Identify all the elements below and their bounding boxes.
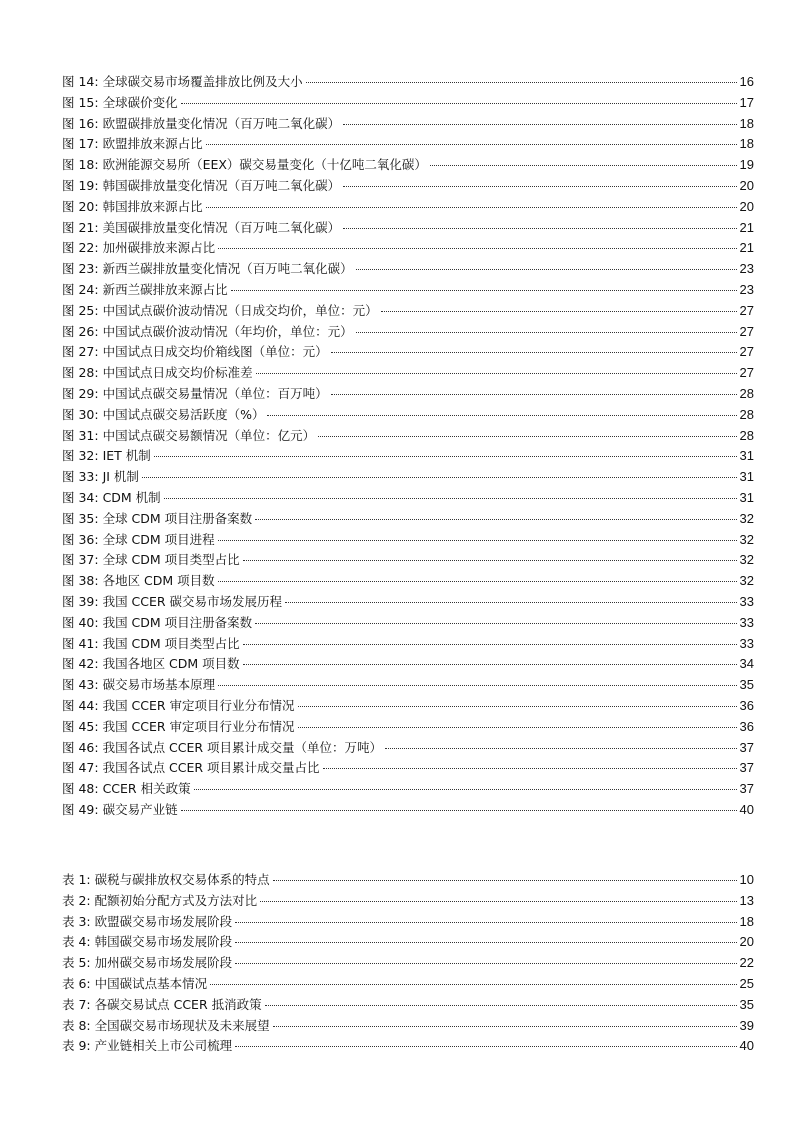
entry-page-number: 21 [739,240,754,256]
entry-page-number: 33 [739,635,754,651]
figure-entry[interactable] [62,405,754,426]
figure-entry[interactable] [62,134,754,155]
figure-entry[interactable] [62,696,754,717]
dot-leader [181,102,737,104]
entry-page-number: 13 [739,892,754,908]
entry-title: 表 3: 欧盟碳交易市场发展阶段 [62,913,233,929]
dot-leader [323,767,737,769]
entry-title: 表 4: 韩国碳交易市场发展阶段 [62,934,233,950]
entry-page-number: 28 [739,427,754,443]
dot-leader [318,435,736,437]
dot-leader [430,164,737,166]
dot-leader [343,185,736,187]
figure-entry[interactable] [62,218,754,239]
entry-page-number: 21 [739,219,754,235]
figure-entry[interactable] [62,93,754,114]
entry-title: 表 6: 中国碳试点基本情况 [62,975,208,991]
dot-leader [206,143,737,145]
entry-title: 图 24: 新西兰碳排放来源占比 [62,281,228,297]
figure-entry[interactable] [62,426,754,447]
entry-page-number: 10 [739,872,754,887]
table-entry[interactable] [62,1036,754,1057]
entry-page-number: 20 [739,934,754,950]
figure-entry[interactable] [62,280,754,301]
table-entry[interactable] [62,1016,754,1037]
entry-title: 图 21: 美国碳排放量变化情况（百万吨二氧化碳） [62,219,341,235]
entry-page-number: 22 [739,955,754,971]
entry-page-number: 33 [739,614,754,630]
entry-page-number: 20 [739,177,754,193]
dot-leader [356,331,737,333]
entry-title: 图 16: 欧盟碳排放量变化情况（百万吨二氧化碳） [62,115,341,131]
entry-page-number: 18 [739,913,754,929]
figure-entry[interactable] [62,571,754,592]
entry-title: 表 7: 各碳交易试点 CCER 抵消政策 [62,996,262,1012]
dot-leader [381,310,737,312]
entry-page-number: 18 [739,115,754,131]
entry-title: 图 42: 我国各地区 CDM 项目数 [62,656,240,672]
entry-page-number: 40 [739,801,754,817]
figure-entry[interactable] [62,675,754,696]
entry-page-number: 28 [739,406,754,422]
entry-title: 表 5: 加州碳交易市场发展阶段 [62,955,233,971]
dot-leader [235,1045,736,1047]
entry-page-number: 31 [739,469,754,485]
dot-leader [181,809,737,811]
entry-page-number: 23 [739,261,754,277]
figure-entry[interactable] [62,363,754,384]
figure-entry[interactable] [62,238,754,259]
entry-title: 图 25: 中国试点碳价波动情况（日成交均价，单位：元） [62,302,378,318]
entry-page-number: 31 [739,489,754,505]
entry-title: 图 18: 欧洲能源交易所（EEX）碳交易量变化（十亿吨二氧化碳） [62,157,427,173]
entry-page-number: 27 [739,302,754,318]
entry-page-number: 35 [739,996,754,1012]
table-entry[interactable] [62,932,754,953]
entry-title: 图 30: 中国试点碳交易活跃度（%） [62,406,265,422]
figure-entry[interactable] [62,738,754,759]
dot-leader [243,643,737,645]
dot-leader [385,747,736,749]
dot-leader [154,455,737,457]
table-list [62,870,754,1057]
dot-leader [206,206,737,208]
entry-title: 图 19: 韩国碳排放量变化情况（百万吨二氧化碳） [62,177,341,193]
dot-leader [356,268,737,270]
figure-entry[interactable] [62,530,754,551]
entry-title: 图 29: 中国试点碳交易量情况（单位：百万吨） [62,385,328,401]
entry-page-number: 16 [739,74,754,89]
entry-title: 图 44: 我国 CCER 审定项目行业分布情况 [62,697,295,713]
entry-page-number: 32 [739,573,754,589]
entry-page-number: 35 [739,677,754,693]
dot-leader [218,684,736,686]
entry-title: 图 45: 我国 CCER 审定项目行业分布情况 [62,718,295,734]
entry-title: 图 39: 我国 CCER 碳交易市场发展历程 [62,593,283,609]
entry-title: 图 35: 全球 CDM 项目注册备案数 [62,510,253,526]
figure-entry[interactable] [62,654,754,675]
entry-page-number: 37 [739,760,754,776]
figure-entry[interactable] [62,259,754,280]
figure-entry[interactable] [62,509,754,530]
dot-leader [298,705,737,707]
dot-leader [331,393,737,395]
entry-title: 图 34: CDM 机制 [62,489,161,505]
entry-page-number: 27 [739,365,754,381]
figure-entry[interactable] [62,488,754,509]
entry-title: 图 37: 全球 CDM 项目类型占比 [62,552,240,568]
dot-leader [231,289,737,291]
entry-page-number: 31 [739,448,754,464]
dot-leader [164,497,737,499]
dot-leader [255,622,736,624]
entry-title: 图 36: 全球 CDM 项目进程 [62,531,215,547]
figure-entry[interactable] [62,114,754,135]
entry-title: 表 1: 碳税与碳排放权交易体系的特点 [62,872,270,887]
dot-leader [235,921,736,923]
entry-title: 图 22: 加州碳排放来源占比 [62,240,216,256]
dot-leader [235,962,736,964]
dot-leader [306,81,737,83]
dot-leader [260,900,736,902]
figure-entry[interactable] [62,384,754,405]
entry-page-number: 19 [739,157,754,173]
entry-page-number: 32 [739,510,754,526]
dot-leader [235,941,736,943]
entry-page-number: 34 [739,656,754,672]
entry-title: 图 14: 全球碳交易市场覆盖排放比例及大小 [62,74,303,89]
entry-page-number: 27 [739,344,754,360]
figure-entry[interactable] [62,322,754,343]
figure-entry[interactable] [62,758,754,779]
figure-entry[interactable] [62,176,754,197]
entry-title: 图 20: 韩国排放来源占比 [62,198,203,214]
entry-page-number: 23 [739,281,754,297]
entry-page-number: 28 [739,385,754,401]
entry-title: 图 33: JI 机制 [62,469,139,485]
dot-leader [142,476,737,478]
entry-page-number: 39 [739,1017,754,1033]
entry-title: 图 23: 新西兰碳排放量变化情况（百万吨二氧化碳） [62,261,353,277]
figure-entry[interactable] [62,634,754,655]
entry-page-number: 32 [739,552,754,568]
entry-title: 图 43: 碳交易市场基本原理 [62,677,216,693]
dot-leader [267,414,736,416]
table-entry[interactable] [62,995,754,1016]
dot-leader [210,983,736,985]
figure-entry[interactable] [62,301,754,322]
dot-leader [194,788,737,790]
entry-title: 表 2: 配额初始分配方式及方法对比 [62,892,258,908]
dot-leader [218,247,736,249]
figure-entry[interactable] [62,550,754,571]
table-entry[interactable] [62,974,754,995]
entry-title: 图 47: 我国各试点 CCER 项目累计成交量占比 [62,760,320,776]
figure-entry[interactable] [62,592,754,613]
dot-leader [256,372,737,374]
dot-leader [285,601,736,603]
entry-page-number: 25 [739,975,754,991]
entry-page-number: 32 [739,531,754,547]
entry-title: 图 17: 欧盟排放来源占比 [62,136,203,152]
entry-page-number: 36 [739,718,754,734]
figure-entry[interactable] [62,155,754,176]
figure-list [62,72,754,821]
entry-page-number: 37 [739,781,754,797]
entry-page-number: 36 [739,697,754,713]
entry-title: 图 27: 中国试点日成交均价箱线图（单位：元） [62,344,328,360]
entry-page-number: 27 [739,323,754,339]
dot-leader [331,351,737,353]
entry-title: 表 8: 全国碳交易市场现状及未来展望 [62,1017,270,1033]
entry-page-number: 18 [739,136,754,152]
figure-entry[interactable] [62,717,754,738]
entry-title: 图 28: 中国试点日成交均价标准差 [62,365,253,381]
entry-title: 图 15: 全球碳价变化 [62,94,178,110]
entry-page-number: 33 [739,593,754,609]
figure-entry[interactable] [62,72,754,93]
entry-title: 表 9: 产业链相关上市公司梳理 [62,1038,233,1054]
dot-leader [298,726,737,728]
dot-leader [343,123,736,125]
dot-leader [343,227,736,229]
table-entry[interactable] [62,891,754,912]
figure-entry[interactable] [62,800,754,821]
entry-title: 图 49: 碳交易产业链 [62,801,178,817]
entry-title: 图 32: IET 机制 [62,448,151,464]
entry-page-number: 40 [739,1038,754,1054]
dot-leader [273,1025,737,1027]
entry-title: 图 40: 我国 CDM 项目注册备案数 [62,614,253,630]
entry-title: 图 41: 我国 CDM 项目类型占比 [62,635,240,651]
figure-entry[interactable] [62,779,754,800]
entry-title: 图 46: 我国各试点 CCER 项目累计成交量（单位：万吨） [62,739,383,755]
figure-entry[interactable] [62,613,754,634]
entry-page-number: 17 [739,94,754,110]
entry-page-number: 20 [739,198,754,214]
table-entry[interactable] [62,953,754,974]
figure-entry[interactable] [62,446,754,467]
dot-leader [218,539,737,541]
dot-leader [273,879,737,881]
dot-leader [265,1004,737,1006]
dot-leader [243,559,737,561]
figure-entry[interactable] [62,342,754,363]
dot-leader [255,518,736,520]
entry-title: 图 48: CCER 相关政策 [62,781,191,797]
entry-title: 图 31: 中国试点碳交易额情况（单位：亿元） [62,427,316,443]
figure-entry[interactable] [62,197,754,218]
table-entry[interactable] [62,870,754,891]
table-entry[interactable] [62,912,754,933]
entry-title: 图 38: 各地区 CDM 项目数 [62,573,215,589]
dot-leader [243,663,737,665]
entry-page-number: 37 [739,739,754,755]
figure-entry[interactable] [62,467,754,488]
dot-leader [218,580,737,582]
entry-title: 图 26: 中国试点碳价波动情况（年均价，单位：元） [62,323,353,339]
